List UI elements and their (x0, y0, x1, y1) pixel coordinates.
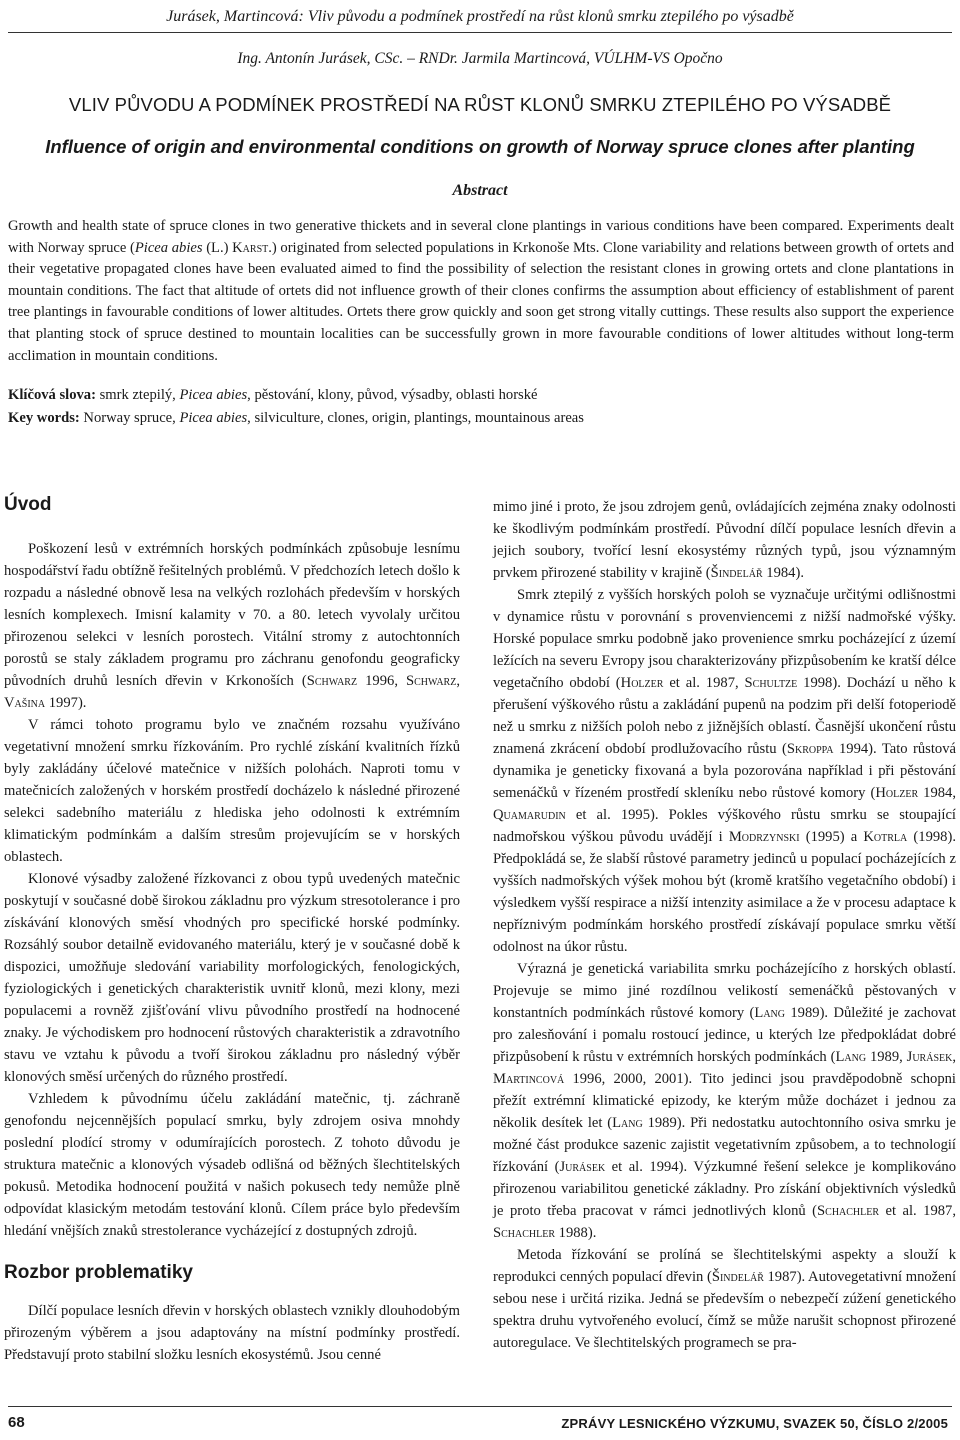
paragraph: Klonové výsadby založené řízkovanci z obou typů uvedených matečnic poskytují v současné době širokou základnu pro výzkum stresotolerance i pro získávání klonových směsí vhodných pro specifické horské podmínky. Rozsáhlý soubor detailně evidovaného materiálu, který je v současné době k dispozici, umožňuje sledování variability morfologických, fenologických, fyziologických i genetických charakteristik uvnitř klonů, mezi klony, mezi populacemi a rovněž zjišťování vlivu původního prostředí na hodnocené znaky. Je východiskem pro hodnocení růstových charakteristik a zdravotního stavu ve vztahu k původu a tvoří širokou základnu pro následný výběr klonových směsí určených do různého prostředí. (4, 871, 460, 1085)
running-header: Jurásek, Martincová: Vliv původu a podmínek prostředí na růst klonů smrku ztepilého po výsadbě (166, 8, 794, 25)
paragraph: mimo jiné i proto, že jsou zdrojem genů, ovládajících zejména znaky odolnosti ke škodlivým podmínkám prostředí. Původní dílčí populace lesních dřevin a jejich soubory, tvořící lesní ekosystémy různých typů, jsou významným prvkem přirozené stability v krajině (Šindelář 1984). (493, 499, 956, 581)
section-heading-uvod: Úvod (4, 494, 52, 515)
footer-divider (8, 1406, 952, 1407)
keywords-block (8, 384, 954, 430)
paragraph: Smrk ztepilý z vyšších horských poloh se vyznačuje určitými odlišnostmi v dynamice růstu v porovnání s provenviencemi z nižší nadmořské výšky. Horské populace smrku podobně jako provenience smrku pocházející z území ležících na severu Evropy jsou charakterizovány přizpůsobením ke kratší délce vegetačního období (Holzer et al. 1987, Schultze 1998). Dochází u něho k přerušení výškového růstu a zakládání pupenů na podzim při delší fotoperiodě než u smrku z nižších poloh nebo z jižnějších oblastí. Časnější ukončení růstu znamená zkrácení období prodlužovacího růstu (Skroppa 1994). Tato růstová dynamika je geneticky fixovaná a byla pozorována například i při pěstování semenáčků v řízeném prostředí skleníku nebo růstové komory (Holzer 1984, Quamarudin et al. 1995). Pokles výškového růstu smrku se stoupající nadmořskou výškou původu uvádějí i Modrzynski (1995) a Kotrla (1998). Předpokládá se, že slabší růstové parametry jedinců u populací pocházejících z vyšších nadmořských výšek mohou být (kromě kratšího vegetačního období) i výsledkem vyšší respirace a nižší intenzity asimilace a že v procesu adaptace k nepříznivým podmínkám horského prostředí získávají populace smrku větší odolnost na úkor růstu. (493, 587, 956, 955)
keywords-english: Key words: Norway spruce, Picea abies, silviculture, clones, origin, plantings, mountainous areas (8, 410, 584, 426)
article-title-english: Influence of origin and environmental conditions on growth of Norway spruce clones after planting (45, 136, 915, 157)
paragraph: V rámci tohoto programu bylo ve značném rozsahu využíváno vegetativní množení smrku řízkováním. Pro rychlé získání kvalitních řízků byly zakládány účelové matečnice v nižších polohách. Naproti tomu v matečnicích založených v horském prostředí docházelo k následné přirozené selekci sadebního materiálu z hlediska jeho odolnosti k extrémním klimatickým podmínkám a dalším stresům projevujícím se v horských oblastech. (4, 717, 460, 865)
keywords-czech: Klíčová slova: smrk ztepilý, Picea abies, pěstování, klony, původ, výsadby, oblasti horské (8, 387, 538, 403)
abstract-text: Growth and health state of spruce clones in two generative thickets and in several clone plantings in various conditions have been compared. Experiments dealt with Norway spruce (Picea abies (L.) Karst.) originated from selected populations in Krkonoše Mts. Clone variability and relations between growth of ortets and their vegetative propagated clones have been evaluated aimed to find the possibility of selection the resistant clones in growing ortets and clone plantations in mountain conditions. The fact that altitude of ortets did not influence growth of their clones confirms the assumption about efficiency of establishment of parent tree plantings in favourable conditions of lower altitudes. Ortets there grow quickly and soon get strong vitally cuttings. These results also support the experience that planting stock of spruce destined to mountain localities can be successfully grown in more favourable conditions of lower altitudes without long-term acclimation in mountain conditions. (8, 218, 954, 364)
paragraph: Vzhledem k původnímu účelu zakládání matečnic, tj. záchraně genofondu nejcennějších populací smrku, byly zdrojem osiva mnohdy poslední plodící stromy v odumírajících porostech. Z tohoto důvodu je struktura matečnic a klonových výsadeb odlišná od běžných šlechtitelských pokusů. Metodika hodnocení použitá v našich pokusech tedy nemůže plně odpovídat klasickým metodám testování klonů. Cílem práce bylo především hledání vnějších znaků strestolerance vycházející z dostupných zdrojů. (4, 1091, 460, 1239)
paragraph: Výrazná je genetická variabilita smrku pocházejícího z horských oblastí. Projevuje se mimo jiné rozdílnou velikostí semenáčků pěstovaných v konstantních podmínkách růstové komory (Lang 1989). Důležité je zachovat pro zalesňování i pomalu rostoucí jedince, u kterých lze předpokládat dobré přizpůsobení k růstu v extrémních horských podmínkách (Lang 1989, Jurásek, Martincová 1996, 2000, 2001). Tito jedinci jsou pravděpodobně schopni přežít extrémní klimatické epizody, ke kterým může docházet i jednou za několik desítek let (Lang 1989). Při nedostatku autochtonního osiva smrku je možné část produkce sazenic zajistit vegetativním způsobem, a to technologií řízkování (Jurásek et al. 1994). Výzkumné řešení selekce je komplikováno přirozenou variabilitou genetické základny. Pro získání objektivních výsledků je proto třeba pracovat v rámci jednotlivých klonů (Schachler et al. 1987, Schachler 1988). (493, 961, 957, 1241)
journal-reference: ZPRÁVY LESNICKÉHO VÝZKUMU, SVAZEK 50, ČÍSLO 2/2005 (561, 1416, 948, 1431)
paragraph: Poškození lesů v extrémních horských podmínkách způsobuje lesnímu hospodářství řadu obtížně řešitelných problémů. V předchozích letech došlo k rozpadu a následné obnově lesa na velkých rozlohách především v horských lesních komplexech. Imisní kalamity v 70. a 80. letech vyvolaly určitou přirozenou selekci v lesních porostech. Vitální stromy z autochtonních porostů se staly základem programu pro záchranu genofondu geograficky původních druhů lesních dřevin v Krkonoších (Schwarz 1996, Schwarz, Vašina 1997). (4, 541, 460, 711)
left-column (4, 494, 460, 1366)
paragraph: Metoda řízkování se prolíná se šlechtitelskými aspekty a slouží k reprodukci cenných populací dřevin (Šindelář 1987). Autovegetativní množení sebou nese i určitá rizika. Jedná se především o nebezpečí zúžení genetického spektra druhu vytvořeného evolucí, čímž se může narušit schopnost přirozené autoregulace. Ve šlechtitelských programech se pra- (493, 1247, 956, 1351)
authors: Ing. Antonín Jurásek, CSc. – RNDr. Jarmila Martincová, VÚLHM-VS Opočno (237, 50, 723, 67)
page-number: 68 (8, 1414, 25, 1431)
section-heading-rozbor: Rozbor problematiky (4, 1262, 193, 1283)
right-column (493, 496, 956, 1354)
header-divider (8, 32, 952, 33)
article-title-czech: VLIV PŮVODU A PODMÍNEK PROSTŘEDÍ NA RŮST KLONŮ SMRKU ZTEPILÉHO PO VÝSADBĚ (68, 94, 892, 115)
paragraph: Dílčí populace lesních dřevin v horských oblastech vznikly dlouhodobým přirozeným výběrem a jsou adaptovány na místní podmínky prostředí. Představují proto stabilní složku lesních ekosystémů. Jsou cenné (4, 1303, 460, 1363)
abstract-heading: Abstract (452, 182, 508, 199)
